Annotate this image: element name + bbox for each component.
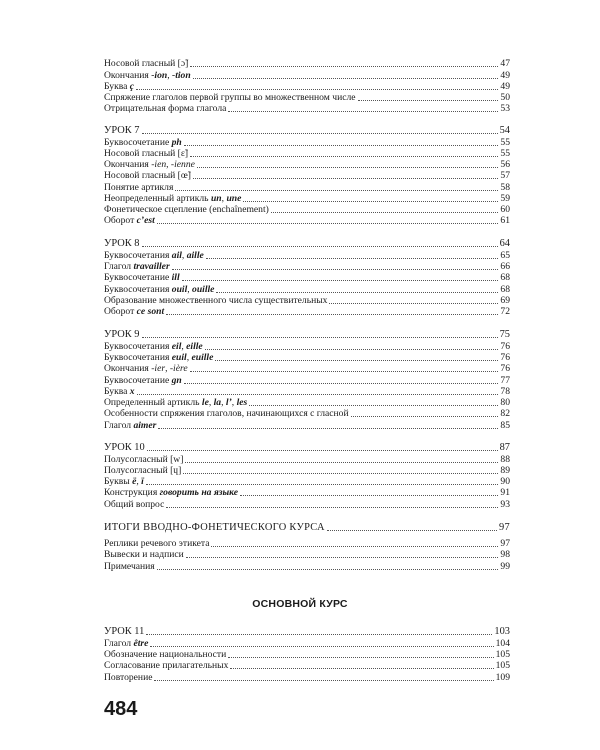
toc-entry-page: 55 bbox=[500, 148, 510, 159]
toc-entry bbox=[104, 419, 510, 431]
toc-entry-page: 68 bbox=[500, 272, 510, 283]
toc-entry bbox=[104, 486, 510, 498]
dot-leader bbox=[190, 156, 498, 157]
toc-entry-page: 50 bbox=[500, 92, 510, 103]
dot-leader bbox=[147, 450, 498, 451]
toc-entry-title: Буквосочетание ph bbox=[104, 137, 182, 148]
toc-entry-page: 47 bbox=[500, 58, 510, 69]
toc-entry-title: Носовой гласный [œ̃] bbox=[104, 170, 191, 181]
dot-leader bbox=[184, 145, 499, 146]
dot-leader bbox=[158, 428, 498, 429]
toc-entry-page: 75 bbox=[499, 329, 510, 340]
toc-entry-page: 58 bbox=[500, 182, 510, 193]
dot-leader bbox=[197, 167, 499, 168]
toc-entry-title: УРОК 7 bbox=[104, 125, 140, 136]
toc-entry-page: 109 bbox=[495, 672, 510, 683]
dot-leader bbox=[182, 280, 499, 281]
dot-leader bbox=[142, 133, 498, 134]
dot-leader bbox=[216, 292, 498, 293]
toc-entry-title: Полусогласный [ɥ] bbox=[104, 465, 182, 476]
dot-leader bbox=[243, 201, 498, 202]
toc-entry-title: УРОК 8 bbox=[104, 238, 140, 249]
toc-entry-title: Глагол être bbox=[104, 638, 149, 649]
dot-leader bbox=[193, 78, 499, 79]
toc-entry-page: 64 bbox=[499, 238, 510, 249]
toc-entry-page: 76 bbox=[500, 363, 510, 374]
dot-leader bbox=[271, 212, 499, 213]
toc-entry-page: 87 bbox=[499, 442, 510, 453]
toc-entry-title: Буквосочетания eil, eille bbox=[104, 341, 203, 352]
dot-leader bbox=[327, 530, 497, 531]
toc-entry-title: УРОК 11 bbox=[104, 626, 145, 637]
toc-entry-page: 105 bbox=[495, 649, 510, 660]
dot-leader bbox=[228, 111, 498, 112]
dot-leader bbox=[184, 383, 499, 384]
toc-entry-title: Буквы ë, ï bbox=[104, 476, 144, 487]
dot-leader bbox=[351, 416, 499, 417]
toc-entry-page: 65 bbox=[500, 250, 510, 261]
toc-entry-page: 76 bbox=[500, 341, 510, 352]
toc-heading bbox=[104, 328, 510, 340]
toc-heading bbox=[104, 441, 510, 453]
dot-leader bbox=[142, 246, 498, 247]
dot-leader bbox=[137, 394, 499, 395]
toc-entry-title: Отрицательная форма глагола bbox=[104, 103, 227, 114]
toc-entry-title: Буква ç bbox=[104, 81, 135, 92]
toc-entry-page: 59 bbox=[500, 193, 510, 204]
toc-entry-page: 55 bbox=[500, 137, 510, 148]
toc-entry-page: 49 bbox=[500, 70, 510, 81]
toc-entry-page: 66 bbox=[500, 261, 510, 272]
dot-leader bbox=[230, 668, 493, 669]
toc-entry-title: УРОК 10 bbox=[104, 442, 145, 453]
toc-entry-title: Буквосочетание gn bbox=[104, 375, 182, 386]
toc-entry bbox=[104, 102, 510, 114]
toc-entry bbox=[104, 671, 510, 683]
toc-entry-title: Общий вопрос bbox=[104, 499, 165, 510]
toc-entry bbox=[104, 305, 510, 317]
toc-entry-page: 49 bbox=[500, 81, 510, 92]
dot-leader bbox=[166, 314, 498, 315]
toc-entry bbox=[104, 57, 510, 69]
toc-entry bbox=[104, 169, 510, 181]
toc-entry-page: 56 bbox=[500, 159, 510, 170]
toc-entry-page: 98 bbox=[500, 549, 510, 560]
toc-heading bbox=[104, 521, 510, 533]
section-title: ОСНОВНОЙ КУРС bbox=[252, 598, 348, 610]
toc-entry-title: Глагол travailler bbox=[104, 261, 170, 272]
toc-entry-page: 90 bbox=[500, 476, 510, 487]
toc-entry-title: Особенности спряжения глаголов, начинающихся с гласной bbox=[104, 408, 349, 419]
toc-entry-title: Вывески и надписи bbox=[104, 549, 184, 560]
dot-leader bbox=[175, 190, 498, 191]
dot-leader bbox=[206, 258, 499, 259]
dot-leader bbox=[190, 66, 498, 67]
toc-entry-title: Полусогласный [w] bbox=[104, 454, 184, 465]
toc-entry-title: Фонетическое сцепление (enchaînement) bbox=[104, 204, 269, 215]
dot-leader bbox=[172, 269, 499, 270]
toc-entry-title: Оборот c’est bbox=[104, 215, 155, 226]
toc-entry-page: 61 bbox=[500, 215, 510, 226]
toc-entry-title: Буквосочетания ail, aille bbox=[104, 250, 204, 261]
dot-leader bbox=[150, 646, 493, 647]
toc-entry-title: Согласование прилагательных bbox=[104, 660, 229, 671]
toc-entry-page: 80 bbox=[500, 397, 510, 408]
dot-leader bbox=[146, 484, 499, 485]
toc-entry-page: 89 bbox=[500, 465, 510, 476]
toc-entry-page: 97 bbox=[500, 538, 510, 549]
toc-heading bbox=[104, 124, 510, 136]
toc-entry-title: Буквосочетания ouil, ouille bbox=[104, 284, 215, 295]
dot-leader bbox=[211, 546, 498, 547]
toc-entry-title: Обозначение национальности bbox=[104, 649, 227, 660]
dot-leader bbox=[185, 462, 498, 463]
toc-entry-title: Буква x bbox=[104, 386, 135, 397]
toc-heading bbox=[104, 237, 510, 249]
dot-leader bbox=[154, 680, 493, 681]
toc-entry-title: УРОК 9 bbox=[104, 329, 140, 340]
dot-leader bbox=[215, 360, 498, 361]
toc-entry-title: Окончания -ier, -ière bbox=[104, 363, 188, 374]
toc-entry-title: Понятие артикля bbox=[104, 182, 174, 193]
dot-leader bbox=[157, 223, 499, 224]
toc-entry-page: 85 bbox=[500, 420, 510, 431]
dot-leader bbox=[190, 371, 499, 372]
toc-entry bbox=[104, 498, 510, 510]
toc-entry-title: Определенный артикль le, la, l’, les bbox=[104, 397, 248, 408]
toc-entry-title: Конструкция говорить на языке bbox=[104, 487, 239, 498]
dot-leader bbox=[329, 303, 498, 304]
toc-entry bbox=[104, 659, 510, 671]
toc-entry-title: Носовой гласный [ɔ̃] bbox=[104, 58, 189, 69]
dot-leader bbox=[249, 405, 498, 406]
toc-entry-page: 53 bbox=[500, 103, 510, 114]
toc-entry-title: Реплики речевого этикета bbox=[104, 538, 210, 549]
toc-entry-page: 105 bbox=[495, 660, 510, 671]
toc-entry bbox=[104, 271, 510, 283]
dot-leader bbox=[205, 349, 499, 350]
toc-entry bbox=[104, 362, 510, 374]
dot-leader bbox=[157, 569, 499, 570]
dot-leader bbox=[358, 100, 499, 101]
toc-entry-page: 104 bbox=[495, 638, 510, 649]
toc-entry-page: 103 bbox=[494, 626, 510, 637]
toc-entry-page: 78 bbox=[500, 386, 510, 397]
dot-leader bbox=[136, 89, 498, 90]
toc-entry bbox=[104, 407, 510, 419]
toc-entry bbox=[104, 548, 510, 560]
toc-entry-title: Буквосочетание ill bbox=[104, 272, 180, 283]
toc-entry-page: 68 bbox=[500, 284, 510, 295]
dot-leader bbox=[142, 337, 498, 338]
toc-entry-page: 77 bbox=[500, 375, 510, 386]
dot-leader bbox=[240, 495, 498, 496]
toc-entry bbox=[104, 560, 510, 572]
toc-entry-page: 99 bbox=[500, 561, 510, 572]
toc-entry-title: ИТОГИ ВВОДНО-ФОНЕТИЧЕСКОГО КУРСА bbox=[104, 522, 325, 533]
toc-entry-title: Оборот ce sont bbox=[104, 306, 165, 317]
toc-entry-title: Носовой гласный [ɛ̃] bbox=[104, 148, 189, 159]
toc-entry-page: 69 bbox=[500, 295, 510, 306]
toc-entry-page: 93 bbox=[500, 499, 510, 510]
toc-entry-page: 91 bbox=[500, 487, 510, 498]
toc-entry-title: Буквосочетания euil, euille bbox=[104, 352, 214, 363]
toc-entry-title: Примечания bbox=[104, 561, 155, 572]
toc-heading bbox=[104, 625, 510, 637]
dot-leader bbox=[183, 473, 498, 474]
toc-entry-page: 82 bbox=[500, 408, 510, 419]
dot-leader bbox=[186, 557, 499, 558]
toc-entry-title: Окончания -ion, -tion bbox=[104, 70, 191, 81]
toc-entry-title: Образование множественного числа существительных bbox=[104, 295, 328, 306]
toc-entry-page: 88 bbox=[500, 454, 510, 465]
toc-entry-title: Неопределенный артикль un, une bbox=[104, 193, 242, 204]
toc-entry-title: Окончания -ien, -ienne bbox=[104, 159, 195, 170]
toc-entry-page: 54 bbox=[499, 125, 510, 136]
page-number: 484 bbox=[104, 698, 138, 720]
toc-entry-title: Спряжение глаголов первой группы во множественном числе bbox=[104, 92, 356, 103]
toc-entry-page: 57 bbox=[500, 170, 510, 181]
toc-entry-title: Повторение bbox=[104, 672, 153, 683]
dot-leader bbox=[228, 657, 493, 658]
toc-entry-page: 60 bbox=[500, 204, 510, 215]
dot-leader bbox=[193, 178, 498, 179]
toc-entry-page: 72 bbox=[500, 306, 510, 317]
toc-entry-page: 97 bbox=[499, 522, 510, 533]
dot-leader bbox=[146, 634, 492, 635]
toc-entry-title: Глагол aimer bbox=[104, 420, 157, 431]
toc-entry-page: 76 bbox=[500, 352, 510, 363]
toc-entry bbox=[104, 214, 510, 226]
dot-leader bbox=[166, 507, 498, 508]
